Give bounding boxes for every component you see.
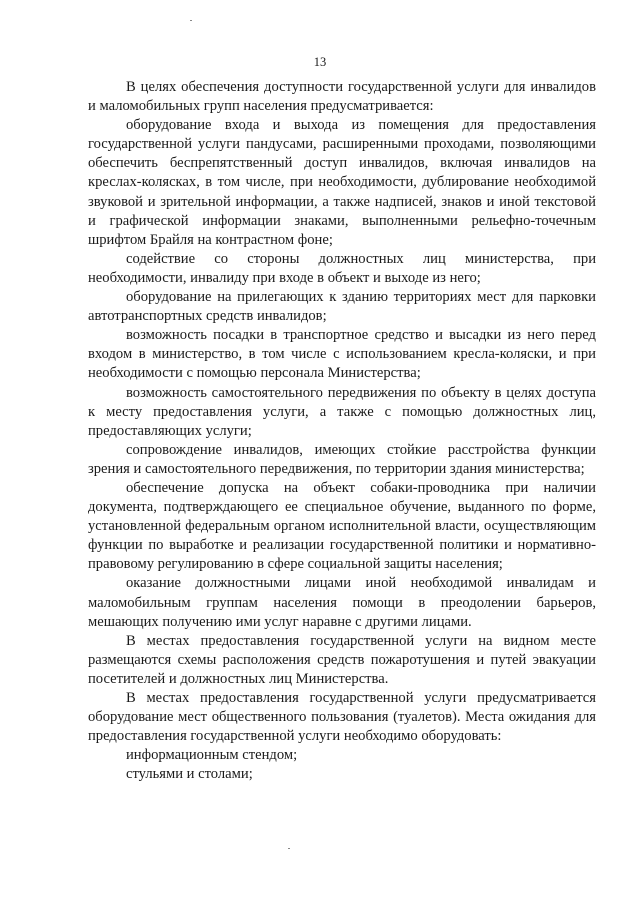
paragraph: содействие со стороны должностных лиц министерства, при необходимости, инвалиду при входе в объект и выходе из него; xyxy=(88,250,596,286)
paragraph: оказание должностными лицами иной необходимой инвалидам и маломобильным группам населения помощи в преодолении барьеров, мешающих получению ими услуг наравне с другими лицами. xyxy=(88,575,596,630)
paragraph: В местах предоставления государственной услуги на видном месте размещаются схемы расположения средств пожаротушения и путей эвакуации посетителей и должностных лиц Министерства. xyxy=(88,632,596,687)
paragraph: В целях обеспечения доступности государственной услуги для инвалидов и маломобильных групп населения предусматривается: xyxy=(88,79,596,115)
paragraph: возможность самостоятельного передвижения по объекту в целях доступа к месту предоставления услуги, а также с помощью должностных лиц, предоставляющих услуги; xyxy=(88,384,596,439)
paragraph: оборудование на прилегающих к зданию территориях мест для парковки автотранспортных средств инвалидов; xyxy=(88,289,596,325)
paragraph: обеспечение допуска на объект собаки-проводника при наличии документа, подтверждающего ее специальное обучение, выданного по форме, установленной федеральным органом исполнительной власти, осуществляющим функции по выработке и реализации государственной политики и нормативно-правовому регулированию в сфере социальной защиты населения; xyxy=(88,479,596,573)
document-body xyxy=(88,78,596,784)
scan-speck xyxy=(190,20,192,21)
paragraph: В местах предоставления государственной услуги предусматривается оборудование мест общественного пользования (туалетов). Места ожидания для предоставления государственной услуги необходимо оборудовать: xyxy=(88,690,596,745)
page-number: 13 xyxy=(313,55,327,69)
scan-speck xyxy=(288,848,290,849)
paragraph: возможность посадки в транспортное средство и высадки из него перед входом в министерство, в том числе с использованием кресла-коляски, и при необходимости с помощью персонала Министерства; xyxy=(88,327,596,382)
paragraph: оборудование входа и выхода из помещения для предоставления государственной услуги пандусами, расширенными проходами, позволяющими обеспечить беспрепятственный доступ инвалидов, включая инвалидов на креслах-колясках, в том числе, при необходимости, дублирование необходимой звуковой и зрительной информации, а также надписей, знаков и иной текстовой и графической информации знаками, выполненными рельефно-точечным шрифтом Брайля на контрастном фоне; xyxy=(88,117,596,248)
paragraph: стульями и столами; xyxy=(126,766,253,783)
paragraph: сопровождение инвалидов, имеющих стойкие расстройства функции зрения и самостоятельного передвижения, по территории здания министерства; xyxy=(88,441,596,477)
paragraph: информационным стендом; xyxy=(126,747,298,764)
